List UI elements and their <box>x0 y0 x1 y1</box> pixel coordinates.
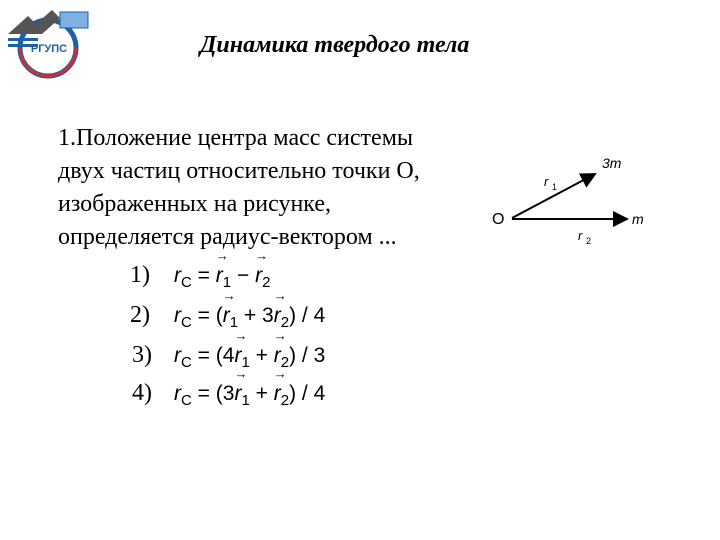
vector-r2-label: r <box>578 228 583 243</box>
vector-r1-label: r <box>544 174 549 189</box>
vector-r1-arrow <box>512 174 595 218</box>
vector-r2-sub: 2 <box>586 236 592 246</box>
option-formula: $r_C = (3\to r_1$ + → $r_2) / 4$ <box>174 382 325 409</box>
vector-r1-sub: 1 <box>552 182 558 192</box>
origin-label: O <box>492 211 505 228</box>
option-number: 3) <box>132 342 152 368</box>
option-number: 2) <box>130 302 150 328</box>
mass2-label: m <box>632 211 644 227</box>
question-text <box>58 122 420 254</box>
mass1-label: 3m <box>602 155 622 171</box>
question-line: двух частиц относительно точки О, <box>58 157 420 184</box>
question-line: 1.Положение центра масс системы <box>58 125 414 151</box>
page-title: Динамика твердого тела <box>200 32 470 58</box>
option-formula: $r_C$ = (→ $r_1 + 3\to r_2) / 4$ <box>174 304 325 331</box>
logo-text: РГУПС <box>30 43 68 55</box>
vector-diagram <box>482 150 687 248</box>
university-logo <box>2 4 98 80</box>
option-number: 4) <box>132 380 152 406</box>
option-formula: $r_C = (4\to r_1$ + → $r_2) / 3$ <box>174 344 325 371</box>
option-number: 1) <box>130 262 150 288</box>
question-line: изображенных на рисунке, <box>58 190 332 217</box>
question-line: определяется радиус-вектором ... <box>58 223 397 250</box>
option-formula: $r_C$ = → $r_1$ − → $r_2$ <box>174 264 270 291</box>
